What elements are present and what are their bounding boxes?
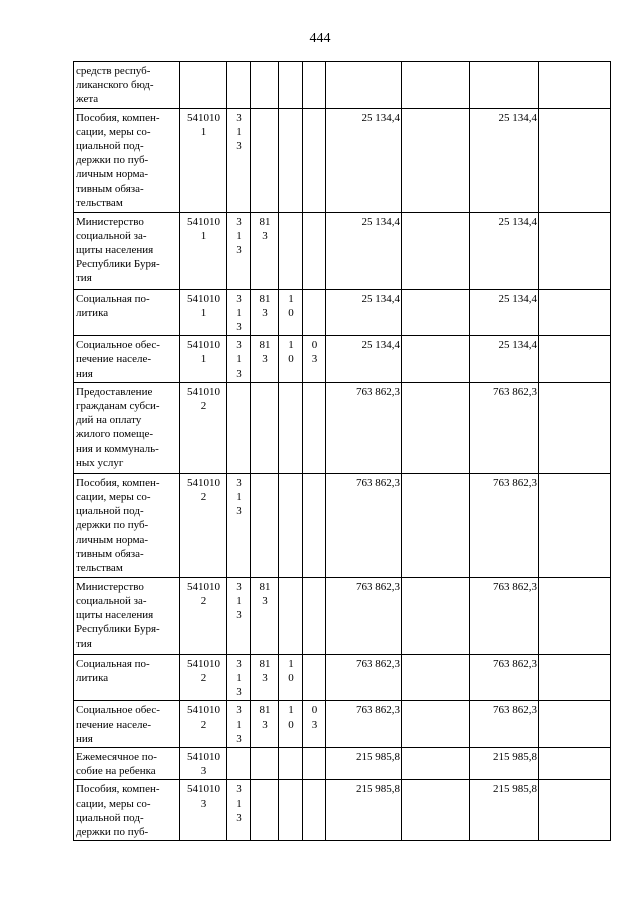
subsection-cell (303, 780, 326, 841)
budget-table (73, 61, 611, 841)
expense-type-cell: 81 3 (251, 336, 279, 383)
amount-cell-4 (539, 382, 611, 473)
section-cell (279, 577, 303, 654)
amount-cell-3: 25 134,4 (470, 336, 539, 383)
section-cell: 1 0 (279, 654, 303, 701)
row-name-cell: Социальная по- литика (74, 654, 180, 701)
amount-cell-4 (539, 212, 611, 289)
table-row (74, 382, 611, 473)
amount-cell-4 (539, 108, 611, 212)
amount-cell-4 (539, 654, 611, 701)
table-row (74, 62, 611, 109)
amount-cell-3: 25 134,4 (470, 212, 539, 289)
amount-cell-2 (402, 654, 470, 701)
row-name-cell: Пособия, компен- сации, меры со- циальной под- держки по пуб- личным норма- тивным обяза- тельствам (74, 108, 180, 212)
section-cell: 1 0 (279, 701, 303, 748)
row-name-cell: Социальное обес- печение населе- ния (74, 336, 180, 383)
amount-cell-4 (539, 289, 611, 336)
table-row (74, 108, 611, 212)
amount-cell-3: 25 134,4 (470, 108, 539, 212)
subsection-cell (303, 289, 326, 336)
subsection-cell (303, 108, 326, 212)
target-code-cell (180, 62, 227, 109)
row-name-cell: Пособия, компен- сации, меры со- циальной под- держки по пуб- (74, 780, 180, 841)
row-name-cell: Социальное обес- печение населе- ния (74, 701, 180, 748)
amount-cell-1: 215 985,8 (326, 748, 402, 780)
amount-cell-4 (539, 701, 611, 748)
table-row (74, 336, 611, 383)
ministry-code-cell: 3 1 3 (227, 701, 251, 748)
amount-cell-2 (402, 336, 470, 383)
amount-cell-3: 25 134,4 (470, 289, 539, 336)
section-cell (279, 62, 303, 109)
expense-type-cell: 81 3 (251, 577, 279, 654)
subsection-cell (303, 382, 326, 473)
table-row (74, 289, 611, 336)
expense-type-cell: 81 3 (251, 212, 279, 289)
target-code-cell: 541010 1 (180, 212, 227, 289)
amount-cell-2 (402, 780, 470, 841)
expense-type-cell (251, 382, 279, 473)
section-cell: 1 0 (279, 336, 303, 383)
table-row (74, 473, 611, 577)
table-row (74, 212, 611, 289)
amount-cell-3 (470, 62, 539, 109)
subsection-cell (303, 748, 326, 780)
amount-cell-2 (402, 748, 470, 780)
target-code-cell: 541010 2 (180, 473, 227, 577)
amount-cell-1: 25 134,4 (326, 108, 402, 212)
amount-cell-2 (402, 108, 470, 212)
amount-cell-1: 763 862,3 (326, 577, 402, 654)
section-cell (279, 382, 303, 473)
amount-cell-1: 25 134,4 (326, 336, 402, 383)
amount-cell-3: 215 985,8 (470, 780, 539, 841)
target-code-cell: 541010 2 (180, 701, 227, 748)
section-cell: 1 0 (279, 289, 303, 336)
subsection-cell (303, 473, 326, 577)
ministry-code-cell: 3 1 3 (227, 780, 251, 841)
section-cell (279, 748, 303, 780)
amount-cell-3: 763 862,3 (470, 577, 539, 654)
amount-cell-4 (539, 780, 611, 841)
expense-type-cell: 81 3 (251, 654, 279, 701)
amount-cell-3: 763 862,3 (470, 473, 539, 577)
amount-cell-1: 25 134,4 (326, 289, 402, 336)
row-name-cell: Министерство социальной за- щиты населения Республики Буря- тия (74, 577, 180, 654)
amount-cell-1 (326, 62, 402, 109)
target-code-cell: 541010 2 (180, 577, 227, 654)
table-row (74, 577, 611, 654)
expense-type-cell: 81 3 (251, 289, 279, 336)
table-row (74, 780, 611, 841)
amount-cell-4 (539, 748, 611, 780)
ministry-code-cell (227, 382, 251, 473)
target-code-cell: 541010 1 (180, 336, 227, 383)
amount-cell-1: 25 134,4 (326, 212, 402, 289)
amount-cell-2 (402, 382, 470, 473)
amount-cell-1: 763 862,3 (326, 701, 402, 748)
amount-cell-3: 763 862,3 (470, 654, 539, 701)
subsection-cell: 0 3 (303, 701, 326, 748)
subsection-cell (303, 654, 326, 701)
row-name-cell: Пособия, компен- сации, меры со- циальной под- держки по пуб- личным норма- тивным обяза- тельствам (74, 473, 180, 577)
expense-type-cell (251, 108, 279, 212)
amount-cell-1: 763 862,3 (326, 382, 402, 473)
section-cell (279, 108, 303, 212)
section-cell (279, 212, 303, 289)
subsection-cell: 0 3 (303, 336, 326, 383)
amount-cell-2 (402, 577, 470, 654)
expense-type-cell (251, 748, 279, 780)
ministry-code-cell: 3 1 3 (227, 336, 251, 383)
amount-cell-3: 763 862,3 (470, 701, 539, 748)
table-row (74, 654, 611, 701)
target-code-cell: 541010 2 (180, 382, 227, 473)
ministry-code-cell: 3 1 3 (227, 473, 251, 577)
subsection-cell (303, 577, 326, 654)
expense-type-cell: 81 3 (251, 701, 279, 748)
amount-cell-2 (402, 701, 470, 748)
amount-cell-4 (539, 473, 611, 577)
amount-cell-2 (402, 62, 470, 109)
subsection-cell (303, 212, 326, 289)
amount-cell-4 (539, 62, 611, 109)
ministry-code-cell: 3 1 3 (227, 654, 251, 701)
row-name-cell: Ежемесячное по- собие на ребенка (74, 748, 180, 780)
row-name-cell: Предоставление гражданам субси- дий на оплату жилого помеще- ния и коммуналь- ных услуг (74, 382, 180, 473)
amount-cell-2 (402, 212, 470, 289)
amount-cell-1: 763 862,3 (326, 473, 402, 577)
target-code-cell: 541010 1 (180, 108, 227, 212)
amount-cell-4 (539, 336, 611, 383)
page-number: 444 (309, 31, 331, 46)
amount-cell-3: 215 985,8 (470, 748, 539, 780)
amount-cell-2 (402, 289, 470, 336)
target-code-cell: 541010 2 (180, 654, 227, 701)
target-code-cell: 541010 3 (180, 780, 227, 841)
target-code-cell: 541010 3 (180, 748, 227, 780)
ministry-code-cell: 3 1 3 (227, 577, 251, 654)
table-row (74, 701, 611, 748)
ministry-code-cell: 3 1 3 (227, 212, 251, 289)
amount-cell-1: 215 985,8 (326, 780, 402, 841)
amount-cell-2 (402, 473, 470, 577)
amount-cell-3: 763 862,3 (470, 382, 539, 473)
section-cell (279, 473, 303, 577)
ministry-code-cell: 3 1 3 (227, 108, 251, 212)
expense-type-cell (251, 62, 279, 109)
expense-type-cell (251, 473, 279, 577)
target-code-cell: 541010 1 (180, 289, 227, 336)
ministry-code-cell (227, 748, 251, 780)
amount-cell-1: 763 862,3 (326, 654, 402, 701)
amount-cell-4 (539, 577, 611, 654)
row-name-cell: Министерство социальной за- щиты населения Республики Буря- тия (74, 212, 180, 289)
table-row (74, 748, 611, 780)
subsection-cell (303, 62, 326, 109)
ministry-code-cell (227, 62, 251, 109)
row-name-cell: средств респуб- ликанского бюд- жета (74, 62, 180, 109)
row-name-cell: Социальная по- литика (74, 289, 180, 336)
budget-table-body (74, 62, 611, 841)
ministry-code-cell: 3 1 3 (227, 289, 251, 336)
expense-type-cell (251, 780, 279, 841)
section-cell (279, 780, 303, 841)
